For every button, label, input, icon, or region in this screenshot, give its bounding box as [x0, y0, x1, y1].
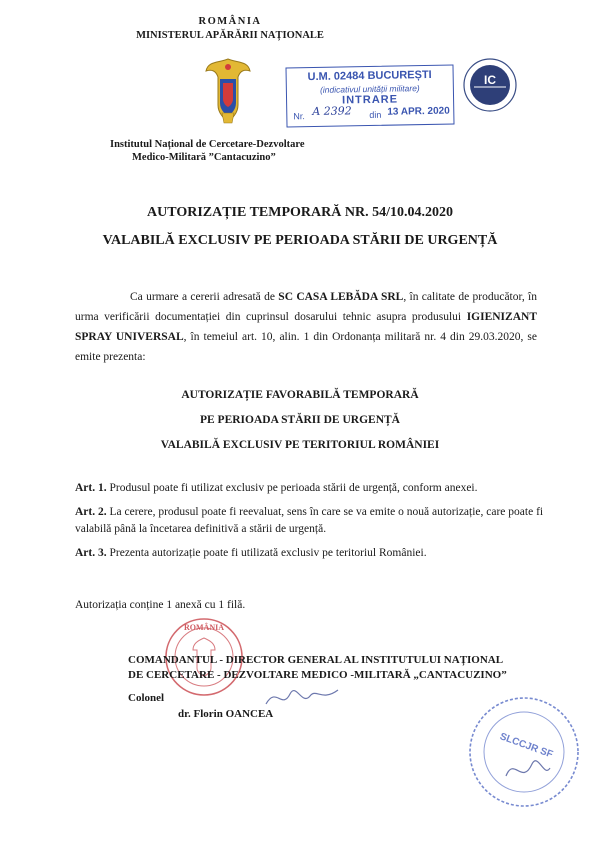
article-text: Prezenta autorizație poate fi utilizată exclusiv pe teritoriul României.: [106, 547, 427, 559]
document-title: AUTORIZAȚIE TEMPORARĂ NR. 54/10.04.2020: [147, 205, 453, 220]
stamp-unit: U.M. 02484 BUCUREȘTI: [307, 68, 432, 84]
intro-text-3: , în temeiul art. 10, alin. 1 din Ordonanța militară nr. 4 din 29.03.2020, se emite prezenta:: [75, 331, 537, 363]
institute-logo-icon: [462, 57, 518, 113]
signatory-rank: Colonel: [128, 692, 165, 704]
registration-stamp: [285, 65, 454, 128]
stamp-indicative: (indicativul unității militare): [319, 83, 420, 95]
product-name: IGIENIZANT SPRAY UNIVERSAL: [75, 311, 537, 343]
authorization-line1: AUTORIZAȚIE FAVORABILĂ TEMPORARĂ: [181, 389, 419, 401]
signatory-title-line2: DE CERCETARE - DEZVOLTARE MEDICO -MILITARĂ „CANTACUZINO”: [128, 669, 507, 681]
header-country: ROMÂNIA: [198, 16, 262, 27]
seal-left-text: ROMÂNIA: [184, 623, 224, 632]
article-1: [75, 480, 545, 497]
document-subtitle: VALABILĂ EXCLUSIV PE PERIOADA STĂRII DE URGENȚĂ: [102, 233, 498, 248]
signatory-name: dr. Florin OANCEA: [178, 708, 274, 720]
article-label: Art. 2.: [75, 506, 107, 518]
intro-paragraph: [75, 287, 537, 367]
authorization-line3: VALABILĂ EXCLUSIV PE TERITORIUL ROMÂNIEI: [160, 439, 440, 451]
article-text: La cerere, produsul poate fi reevaluat, sens în care se va emite o nouă autorizație, care poate fi valabilă până la încetarea definitivă a stării de urgență.: [75, 506, 544, 535]
coat-of-arms-icon: [200, 55, 256, 125]
article-3: [75, 545, 545, 562]
header-ministry: MINISTERUL APĂRĂRII NAȚIONALE: [136, 30, 324, 41]
intro-text-1: Ca urmare a cererii adresată de: [130, 291, 279, 303]
stamp-date: 13 APR. 2020: [387, 105, 450, 118]
stamp-nr-label: Nr.: [293, 111, 305, 122]
round-seal-blue-icon: [466, 694, 582, 810]
intro-text-2: , în calitate de producător, în urma verificării documentației din cuprinsul dosarului tehnic asupra produsului: [75, 291, 538, 323]
seal-right-text: SLCCJR SF: [498, 731, 555, 761]
company-name: SC CASA LEBĂDA SRL: [278, 291, 404, 303]
annex-note: Autorizația conține 1 anexă cu 1 filă.: [75, 599, 246, 611]
article-text: Produsul poate fi utilizat exclusiv pe perioada stării de urgență, conform anexei.: [106, 482, 478, 494]
stamp-entry: INTRARE: [342, 93, 399, 107]
article-label: Art. 3.: [75, 547, 107, 559]
authorization-line2: PE PERIOADA STĂRII DE URGENȚĂ: [199, 414, 400, 426]
logo-text: IC: [484, 73, 496, 87]
signature-icon: [262, 676, 342, 716]
stamp-din-label: din: [369, 109, 382, 121]
institute-name-line1: Institutul Național de Cercetare-Dezvoltare: [110, 139, 305, 150]
institute-name-line2: Medico-Militară ”Cantacuzino”: [132, 152, 276, 163]
stamp-nr-value: A 2392: [312, 104, 352, 119]
article-2: [75, 504, 545, 538]
article-label: Art. 1.: [75, 482, 107, 494]
signatory-title-line1: COMANDANTUL - DIRECTOR GENERAL AL INSTITUTULUI NAȚIONAL: [128, 654, 504, 666]
